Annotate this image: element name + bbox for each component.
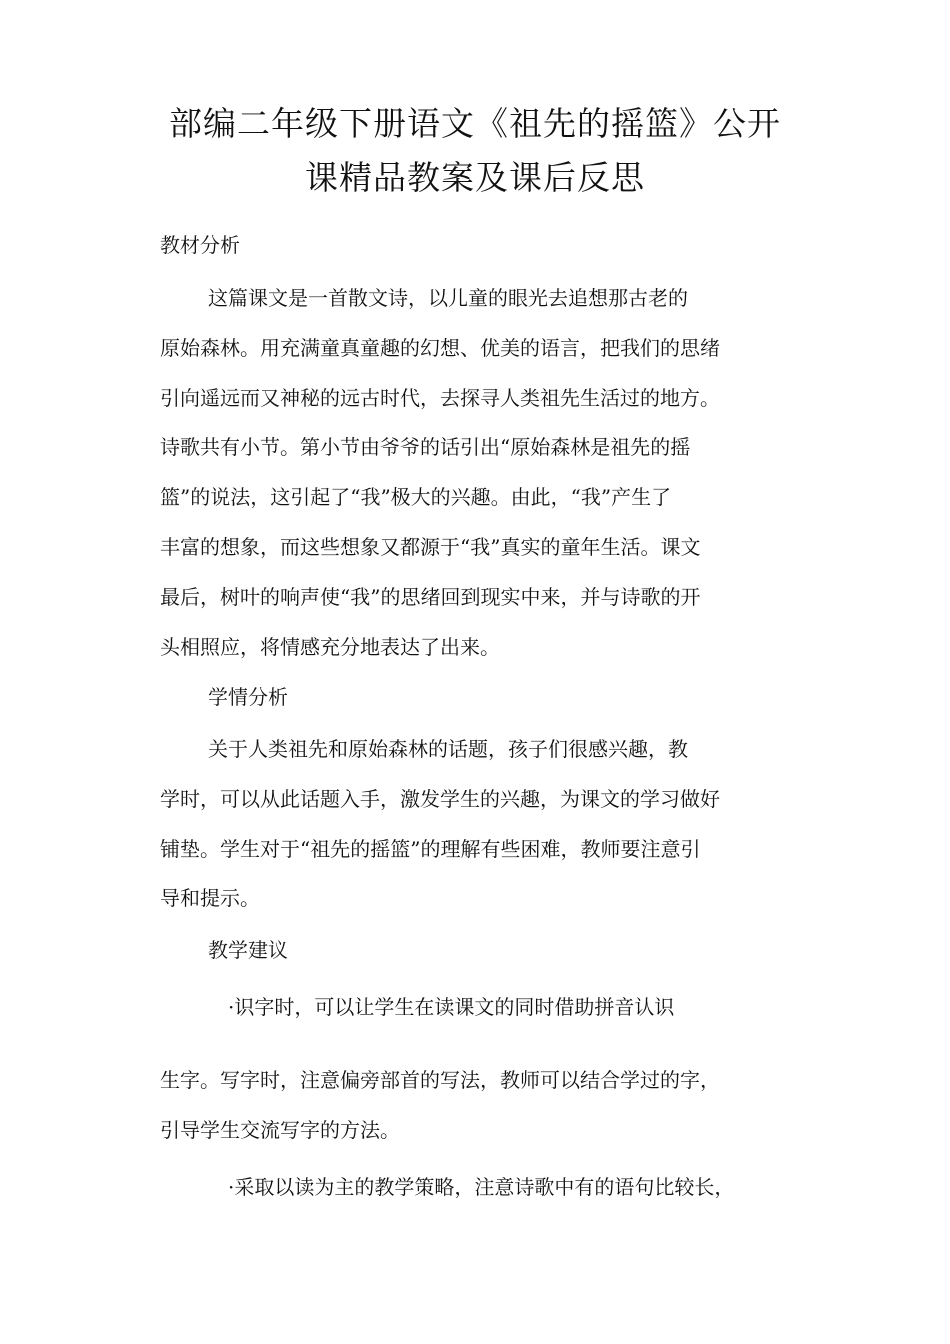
bullet-item-line: ·识字时，可以让学生在读课文的同时借助拼音认识: [228, 995, 675, 1019]
paragraph-line: 这篇课文是一首散文诗，以儿童的眼光去追想那古老的: [208, 286, 688, 310]
bullet-item-line: ·采取以读为主的教学策略，注意诗歌中有的语句比较长，: [228, 1175, 735, 1199]
section-heading-teaching-suggestions: 教学建议: [208, 938, 288, 962]
paragraph-line: 丰富的想象，而这些想象又都源于“我”真实的童年生活。课文: [160, 535, 701, 559]
paragraph-line: 原始森林。用充满童真童趣的幻想、优美的语言，把我们的思绪: [160, 336, 720, 360]
paragraph-line: 引导学生交流写字的方法。: [160, 1118, 400, 1142]
paragraph-line: 引向遥远而又神秘的远古时代，去探寻人类祖先生活过的地方。: [160, 386, 720, 410]
paragraph-line: 导和提示。: [160, 886, 260, 910]
paragraph-line: 篮”的说法，这引起了“我”极大的兴趣。由此，“我”产生了: [160, 485, 672, 509]
section-heading-textbook-analysis: 教材分析: [160, 233, 240, 257]
document-title-line-2: 课精品教案及课后反思: [305, 158, 645, 197]
paragraph-line: 头相照应，将情感充分地表达了出来。: [160, 635, 500, 659]
paragraph-line: 学时，可以从此话题入手，激发学生的兴趣，为课文的学习做好: [160, 787, 720, 811]
paragraph-line: 铺垫。学生对于“祖先的摇篮”的理解有些困难，教师要注意引: [160, 837, 701, 861]
paragraph-line: 生字。写字时，注意偏旁部首的写法，教师可以结合学过的字，: [160, 1068, 720, 1092]
paragraph-line: 关于人类祖先和原始森林的话题，孩子们很感兴趣，教: [208, 737, 688, 761]
section-heading-student-analysis: 学情分析: [208, 685, 288, 709]
paragraph-line: 最后，树叶的响声使“我”的思绪回到现实中来，并与诗歌的开: [160, 585, 701, 609]
paragraph-line: 诗歌共有小节。第小节由爷爷的话引出“原始森林是祖先的摇: [160, 435, 691, 459]
document-title-line-1: 部编二年级下册语文《祖先的摇篮》公开: [169, 104, 781, 143]
